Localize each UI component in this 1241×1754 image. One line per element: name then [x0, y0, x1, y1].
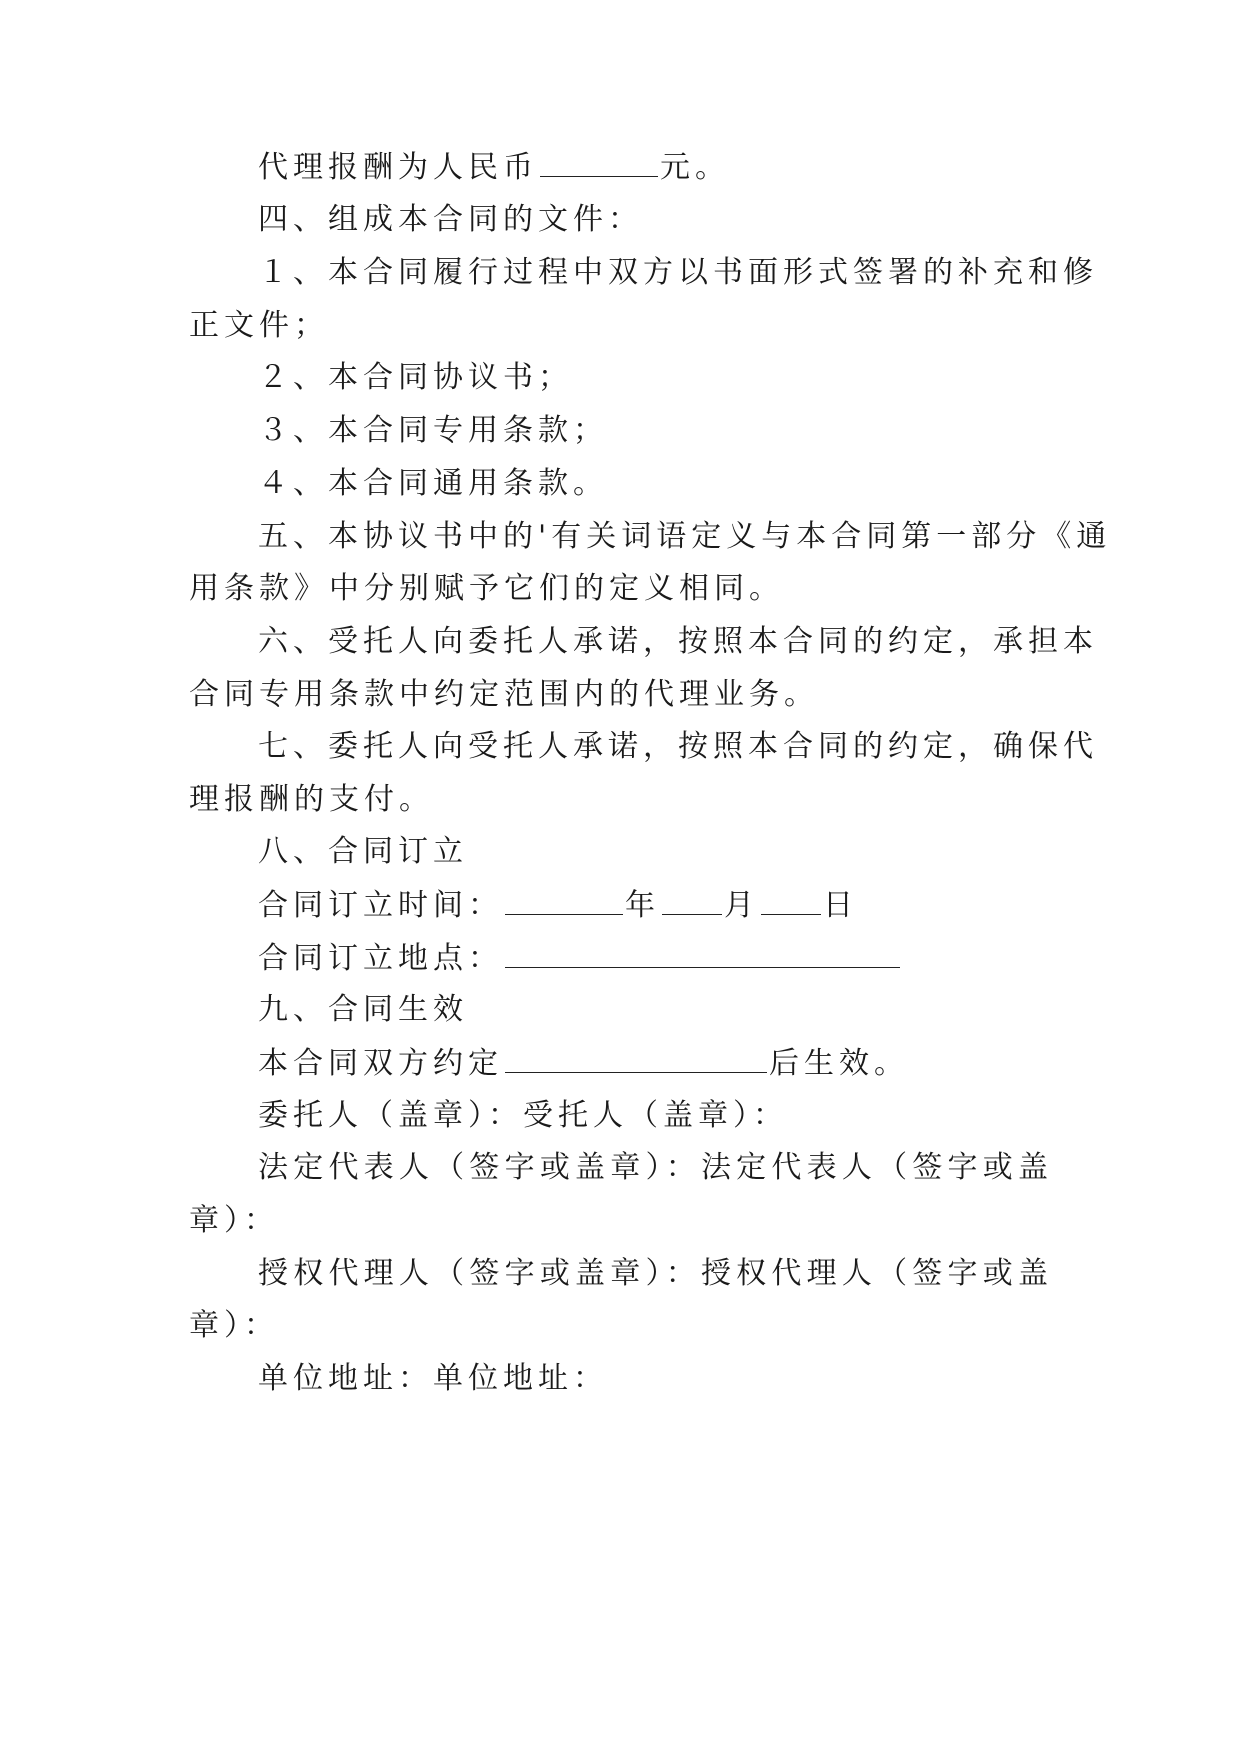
legal-representative-line-2: 章）：: [189, 1203, 279, 1238]
fee-amount-blank: [540, 138, 658, 177]
sign-place-line: [0, 929, 1241, 987]
fee-line: [0, 138, 1241, 196]
section-9-title: 九、合同生效: [258, 992, 468, 1027]
sign-time-line: [0, 876, 1241, 934]
seal-line: 委托人（盖章）：受托人（盖章）：: [258, 1098, 788, 1133]
year-blank: [505, 876, 623, 915]
section-7-line-2: 理报酬的支付。: [189, 782, 434, 817]
year-label: 年: [625, 888, 660, 923]
section-4-title: 四、组成本合同的文件：: [258, 202, 643, 237]
day-blank: [761, 876, 821, 915]
fee-suffix: 元。: [660, 150, 730, 185]
effect-condition-blank: [505, 1034, 767, 1073]
address-line: 单位地址：单位地址：: [258, 1361, 608, 1396]
effect-prefix: 本合同双方约定: [258, 1046, 503, 1081]
sign-place-blank: [505, 929, 900, 968]
authorized-agent-line-1: 授权代理人（签字或盖章）：授权代理人（签字或盖: [258, 1256, 1053, 1291]
effect-suffix: 后生效。: [769, 1046, 909, 1081]
section-4-item-1-line-1: １、本合同履行过程中双方以书面形式签署的补充和修: [258, 255, 1098, 290]
section-4-item-2: ２、本合同协议书；: [258, 360, 573, 395]
section-7-line-1: 七、委托人向受托人承诺，按照本合同的约定，确保代: [258, 729, 1098, 764]
section-4-item-1-line-2: 正文件；: [189, 308, 329, 343]
section-6-line-1: 六、受托人向委托人承诺，按照本合同的约定，承担本: [258, 624, 1098, 659]
sign-place-label: 合同订立地点：: [258, 941, 503, 976]
month-label: 月: [724, 888, 759, 923]
legal-representative-line-1: 法定代表人（签字或盖章）：法定代表人（签字或盖: [258, 1150, 1053, 1185]
section-6-line-2: 合同专用条款中约定范围内的代理业务。: [189, 677, 819, 712]
day-label: 日: [823, 888, 858, 923]
authorized-agent-line-2: 章）：: [189, 1308, 279, 1343]
section-8-title: 八、合同订立: [258, 834, 468, 869]
section-4-item-4: ４、本合同通用条款。: [258, 466, 608, 501]
section-4-item-3: ３、本合同专用条款；: [258, 413, 608, 448]
section-5-line-1: 五、本协议书中的'有关词语定义与本合同第一部分《通: [258, 519, 1112, 554]
month-blank: [662, 876, 722, 915]
fee-prefix: 代理报酬为人民币: [258, 150, 538, 185]
sign-time-label: 合同订立时间：: [258, 888, 503, 923]
section-5-line-2: 用条款》中分别赋予它们的定义相同。: [189, 571, 784, 606]
effect-line: [0, 1034, 1241, 1092]
